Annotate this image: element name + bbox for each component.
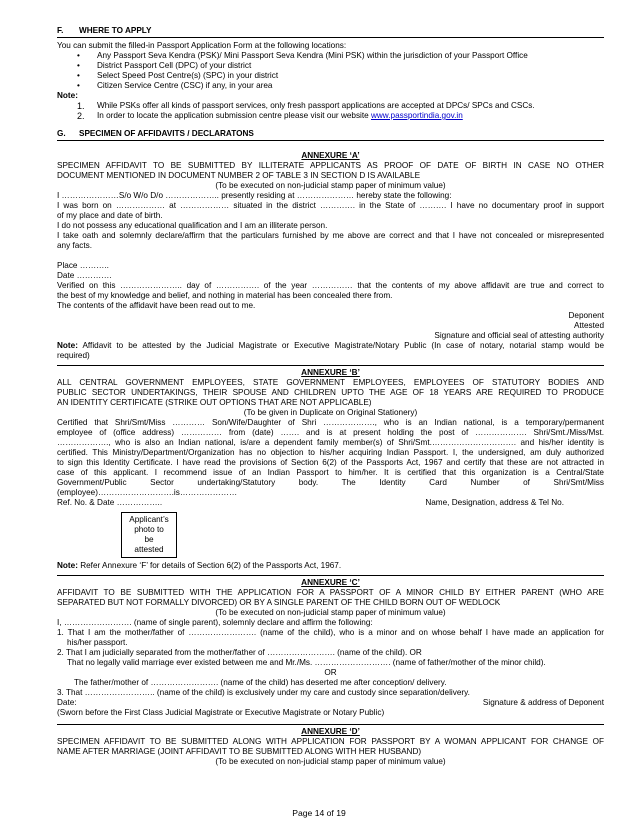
section-g-heading: [57, 129, 604, 141]
date-signature-row: [57, 698, 604, 708]
note-number: 1.: [77, 101, 85, 111]
section-f-notes: [57, 101, 604, 121]
annexure-d-title: ANNEXURE ‘D’: [301, 727, 360, 736]
annexure-a-heading: SPECIMEN AFFIDAVIT TO BE SUBMITTED BY ILLITERATE APPLICANTS AS PROOF OF DATE OF BIRTH IN CASE NO OTHER: [57, 161, 604, 170]
location-item: • Select Speed Post Centre(s) (SPC) in your district: [77, 71, 604, 81]
annexure-b-heading: AN IDENTITY CERTIFICATE (STRIKE OUT OPTIONS THAT ARE NOT APPLICABLE): [57, 398, 372, 407]
location-list: [57, 51, 604, 91]
date-label: Date:: [57, 698, 77, 707]
section-divider: [57, 575, 604, 576]
annexure-c-heading: AFFIDAVIT TO BE SUBMITTED WITH THE APPLICATION FOR A PASSPORT OF A MINOR CHILD BY EITHER PARENT (WHO ARE: [57, 588, 604, 597]
annexure-c-heading: SEPARATED BUT NOT FORMALLY DIVORCED) OR BY A SINGLE PARENT OF THE CHILD BORN OUT OF WEDLOCK: [57, 598, 501, 607]
note-text: Refer Annexure ‘F’ for details of Section 6(2) of the Passports Act, 1967.: [80, 561, 342, 570]
ref-row: [57, 498, 604, 508]
verification-line: the best of my knowledge and belief, and nothing in material has been concealed there from.: [57, 291, 393, 300]
stamp-paper-note: (To be executed on non-judicial stamp paper of minimum value): [215, 181, 446, 190]
deponent-signature-label: Signature & address of Deponent: [482, 698, 604, 707]
declaration-item: 2. That I am judicially separated from the mother/father of ……………………. (name of the child). OR: [57, 648, 422, 657]
note-text: Affidavit to be attested by the Judicial Magistrate or Executive Magistrate/Notary Public (In case of notary, notarial stamp would be: [82, 341, 604, 350]
photo-box-text: Applicant’s: [129, 515, 169, 524]
page-number: Page 14 of 19: [292, 808, 346, 818]
verification-line: Verified on this ………………….. day of ……………. of the year …………… that the contents of my above affidavit are true and correct to: [57, 281, 604, 290]
applicant-photo-box: [121, 512, 177, 558]
annexure-b-heading: ALL CENTRAL GOVERNMENT EMPLOYEES, STATE GOVERNMENT EMPLOYEES, EMPLOYEES OF STATUTORY BODIES AND: [57, 378, 604, 387]
note-text: In order to locate the application submission centre please visit our website: [97, 111, 371, 120]
attested-label: Attested: [573, 321, 604, 330]
affidavit-line: any facts.: [57, 241, 93, 250]
section-divider: [57, 724, 604, 725]
note-item: [77, 101, 604, 111]
declaration-item-cont: his/her passport.: [67, 638, 128, 647]
note-item: [77, 111, 604, 121]
annexure-a-note-cont: required): [57, 351, 90, 360]
certificate-line: employee of (office address) …………… from (date) ……. and is at present holding the post of ………………. Shri/Smt./Miss/Mst.: [57, 428, 604, 437]
section-g-letter: G.: [57, 129, 66, 138]
read-out-line: The contents of the affidavit have been read out to me.: [57, 301, 256, 310]
certificate-line: certified. This Ministry/Department/Organization has no objection to his/her acquiring Indian Passport. I, the undersigned, am duly authorized: [57, 448, 604, 457]
declaration-item-cont: That no legally valid marriage ever existed between me and Mr./Ms. ………………………. (name of father/mother of the minor child).: [67, 658, 546, 667]
section-g-title: SPECIMEN OF AFFIDAVITS / DECLARATONS: [79, 129, 254, 138]
section-f-title: WHERE TO APPLY: [79, 26, 152, 35]
stamp-paper-note: (To be executed on non-judicial stamp paper of minimum value): [215, 608, 446, 617]
note-label: Note:: [57, 561, 78, 570]
location-item: • District Passport Cell (DPC) of your district: [77, 61, 604, 71]
annexure-d-heading: SPECIMEN AFFIDAVIT TO BE SUBMITTED ALONG WITH APPLICATION FOR PASSPORT BY A WOMAN APPLICANT FOR CHANGE OF: [57, 737, 604, 746]
certificate-line: Certified that Shri/Smt/Miss ………… Son/Wife/Daughter of Shri ………………., who is an Indian national, is a temporary/permanent: [57, 418, 604, 427]
affidavit-line: I …………………S/o W/o D/o ……………….. presently residing at ………………… hereby state the following:: [57, 191, 452, 200]
stationery-note: (To be given in Duplicate on Original Stationery): [243, 408, 418, 417]
or-label: OR: [324, 668, 337, 677]
affidavit-line: I take oath and solemnly declare/affirm that the particulars furnished by me above are correct and that I have not concealed or misrepresented: [57, 231, 604, 240]
annexure-b-heading: PUBLIC SECTOR UNDERTAKINGS, THEIR SPOUSE AND CHILDREN UPTO THE AGE OF 18 YEARS ARE REQUIRED TO PRODUCE: [57, 388, 604, 397]
date-field: Date ………….: [57, 271, 112, 280]
annexure-d-heading: NAME AFTER MARRIAGE (JOINT AFFIDAVIT TO BE SUBMITTED ALONG WITH HER HUSBAND): [57, 747, 422, 756]
annexure-c-title: ANNEXURE ‘C’: [301, 578, 360, 587]
place-field: Place ………..: [57, 261, 109, 270]
declaration-item: 3. That …………………….. (name of the child) is exclusively under my care and custody since separation/delivery.: [57, 688, 470, 697]
annexure-a-title: ANNEXURE ‘A’: [301, 151, 360, 160]
section-f-letter: F.: [57, 26, 64, 35]
note-number: 2.: [77, 111, 85, 121]
certificate-line: Government/Public Sector undertaking/Statutory body. The Identity Card Number of Shri/Smt/Miss: [57, 478, 604, 487]
declaration-item: 1. That I am the mother/father of ……………………. (name of the child), who is a minor and on whose behalf I have made an application for: [57, 628, 604, 637]
certificate-line: ………………., who is also an Indian national, is/are a dependent family member(s) of Shri/Smt.…………………………. and his/her identity is: [57, 438, 604, 447]
certificate-line: to sign this Identity Certificate. I have read the provisions of Section 6(2) of the Passports Act, 1967 and certify that these are not attracted in: [57, 458, 604, 467]
annexure-b-note: [57, 561, 604, 571]
declaration-item-cont: The father/mother of ……………………. (name of the child) has deserted me after conception/ delivery.: [74, 678, 447, 687]
photo-box-text: photo to: [134, 525, 164, 534]
ref-no-date: Ref. No. & Date ……………..: [57, 498, 163, 507]
affidavit-line: of my place and date of birth.: [57, 211, 163, 220]
section-f-heading: [57, 26, 604, 38]
photo-box-text: be: [144, 535, 154, 544]
stamp-paper-note: (To be executed on non-judicial stamp paper of minimum value): [215, 757, 446, 766]
section-f-intro: You can submit the filled-in Passport Application Form at the following locations:: [57, 41, 347, 50]
location-item: • Any Passport Seva Kendra (PSK)/ Mini Passport Seva Kendra (Mini PSK) within the jurisdiction of your Passport Office: [77, 51, 604, 61]
location-item: • Citizen Service Centre (CSC) if any, in your area: [77, 81, 604, 91]
photo-box-text: attested: [134, 545, 164, 554]
note-text: While PSKs offer all kinds of passport services, only fresh passport applications are accepted at DPCs/ SPCs and CSCs.: [97, 101, 535, 110]
affidavit-line: I was born on ……………… at ……………… situated in the district …………. in the State of ………. I have no documentary proof in support: [57, 201, 604, 210]
deponent-label: Deponent: [568, 311, 604, 320]
name-designation-label: Name, Designation, address & Tel No.: [425, 498, 564, 507]
attesting-signature-label: Signature and official seal of attesting authority: [434, 331, 604, 340]
declaration-line: I, ……………………. (name of single parent), solemnly declare and affirm the following:: [57, 618, 373, 627]
annexure-b-title: ANNEXURE ‘B’: [301, 368, 360, 377]
section-divider: [57, 365, 604, 366]
certificate-line: case of this applicant. I recommend issue of an Indian Passport to him/her. It is certified that this organization is a Central/State: [57, 468, 604, 477]
section-f-note-label: Note:: [57, 91, 78, 100]
annexure-a-note: [57, 341, 604, 351]
employee-line: (employee)……………………….is…………………: [57, 488, 238, 497]
affidavit-line: I do not possess any educational qualification and I am an illiterate person.: [57, 221, 328, 230]
passport-website-link[interactable]: www.passportindia.gov.in: [370, 111, 463, 120]
sworn-before-line: (Sworn before the First Class Judicial Magistrate or Executive Magistrate or Notary Public): [57, 708, 385, 717]
note-label: Note:: [57, 341, 78, 350]
annexure-a-heading-cont: DOCUMENT MENTIONED IN DOCUMENT NUMBER 2 OF TABLE 3 IN SECTION D IS AVAILABLE: [57, 171, 421, 180]
